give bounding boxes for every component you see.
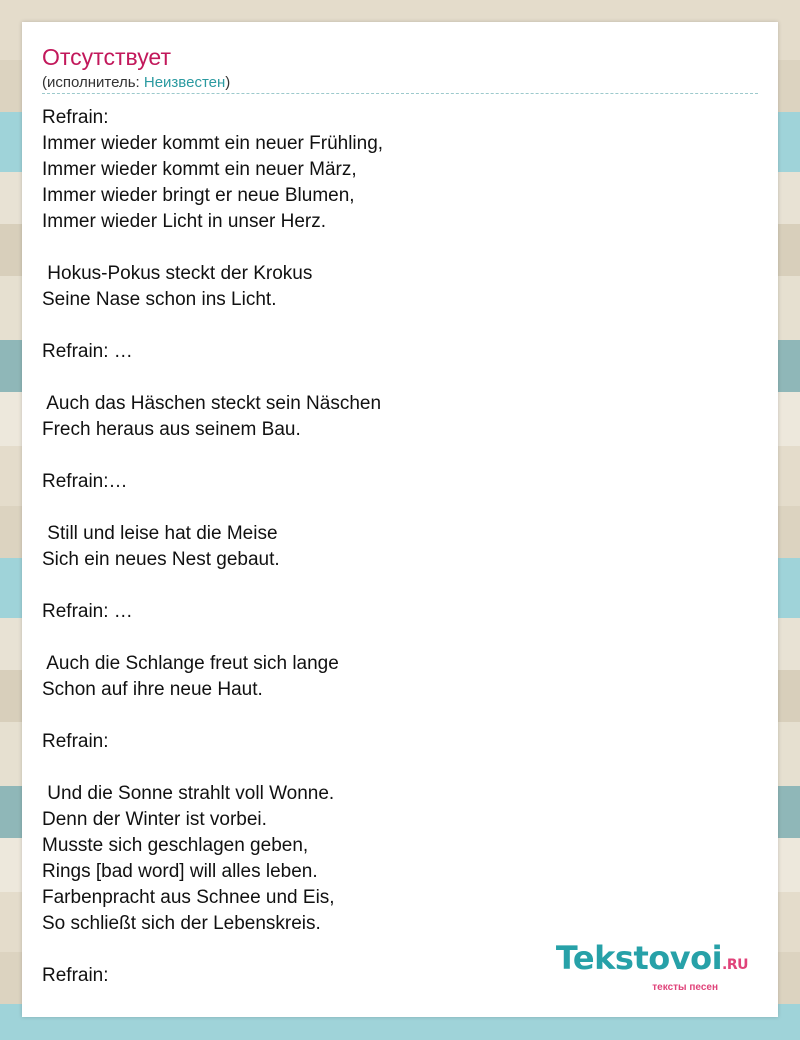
artist-link[interactable]: Неизвестен [143,74,226,91]
lyric-line: Still und leise hat die Meise [42,523,278,544]
lyric-line: Refrain: [42,731,109,752]
artist-line [42,73,230,93]
lyric-line: Auch die Schlange freut sich lange [42,653,339,674]
logo-wordmark [556,941,748,982]
lyric-line: Rings [bad word] will alles leben. [42,861,318,882]
lyric-line: Immer wieder kommt ein neuer März, [42,159,357,180]
lyric-line: Denn der Winter ist vorbei. [42,809,267,830]
lyric-line: Hokus-Pokus steckt der Krokus [42,263,313,284]
lyric-line: Refrain: … [42,601,133,622]
lyric-line: Musste sich geschlagen geben, [42,835,309,856]
header-divider [42,93,758,94]
lyric-line: Refrain: [42,107,109,128]
lyric-line: Frech heraus aus seinem Bau. [42,419,301,440]
logo-name: Tekstovoi [555,939,723,977]
lyric-line: Refrain:… [42,471,128,492]
site-logo[interactable] [556,941,748,993]
logo-tagline: тексты песен [652,982,718,993]
lyric-line: Farbenpracht aus Schnee und Eis, [42,887,335,908]
lyric-line: Schon auf ihre neue Haut. [42,679,263,700]
logo-tld: .RU [722,957,748,973]
lyrics-sheet [22,22,778,1017]
lyric-line: Refrain: … [42,341,133,362]
artist-prefix: (исполнитель: [42,74,144,91]
lyric-line: Sich ein neues Nest gebaut. [42,549,280,570]
lyric-line: Immer wieder kommt ein neuer Frühling, [42,133,384,154]
lyrics-text [42,105,742,989]
artist-suffix: ) [225,74,231,91]
lyric-line: Immer wieder bringt er neue Blumen, [42,185,355,206]
lyric-line: Immer wieder Licht in unser Herz. [42,211,327,232]
lyric-line: Und die Sonne strahlt voll Wonne. [42,783,335,804]
song-title: Отсутствует [42,44,171,70]
lyric-line: So schließt sich der Lebenskreis. [42,913,321,934]
lyric-line: Seine Nase schon ins Licht. [42,289,277,310]
lyric-line: Auch das Häschen steckt sein Näschen [42,393,382,414]
lyric-line: Refrain: [42,965,109,986]
